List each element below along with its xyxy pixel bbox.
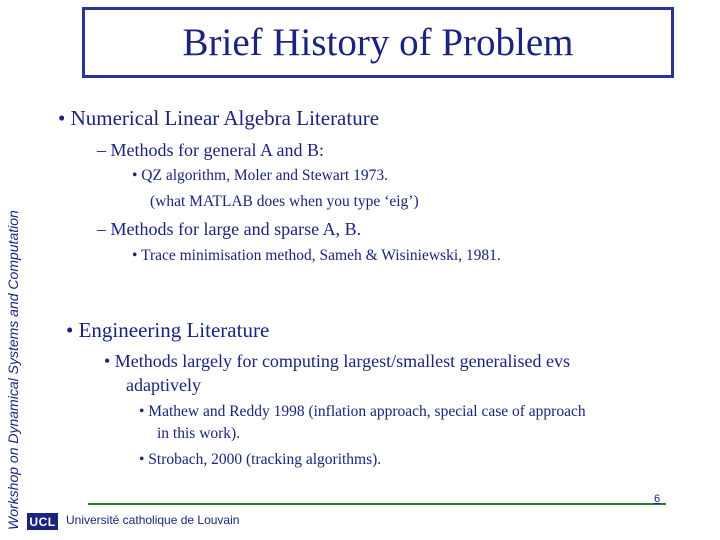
- slide-title: Brief History of Problem: [182, 21, 574, 64]
- sub-sub-bullet-mathew-line2: in this work).: [157, 425, 241, 442]
- sub-sub-bullet-qz-line1: • QZ algorithm, Moler and Stewart 1973.: [132, 167, 388, 184]
- university-name: Université catholique de Louvain: [66, 513, 240, 527]
- sub-bullet-general-methods: – Methods for general A and B:: [97, 140, 324, 160]
- sub-sub-bullet-strobach: • Strobach, 2000 (tracking algorithms).: [139, 451, 382, 468]
- workshop-side-label: Workshop on Dynamical Systems and Computation: [5, 210, 21, 530]
- page-number: 6: [654, 493, 661, 505]
- sub-bullet-large-sparse: – Methods for large and sparse A, B.: [97, 219, 362, 239]
- footer-divider: [88, 503, 666, 505]
- sub-bullet-largest-line2: adaptively: [126, 375, 201, 395]
- title-box: [82, 7, 674, 78]
- bullet-engineering-literature: • Engineering Literature: [66, 318, 270, 342]
- ucl-logo: UCL: [27, 513, 58, 530]
- sub-sub-bullet-qz-line2: (what MATLAB does when you type ‘eig’): [150, 193, 419, 210]
- sub-sub-bullet-trace: • Trace minimisation method, Sameh & Wisiniewski, 1981.: [132, 247, 501, 264]
- sub-bullet-largest-line1: • Methods largely for computing largest/smallest generalised evs: [104, 351, 571, 371]
- bullet-numerical-linear-algebra: • Numerical Linear Algebra Literature: [58, 106, 380, 130]
- sub-sub-bullet-mathew-line1: • Mathew and Reddy 1998 (inflation approach, special case of approach: [139, 403, 586, 420]
